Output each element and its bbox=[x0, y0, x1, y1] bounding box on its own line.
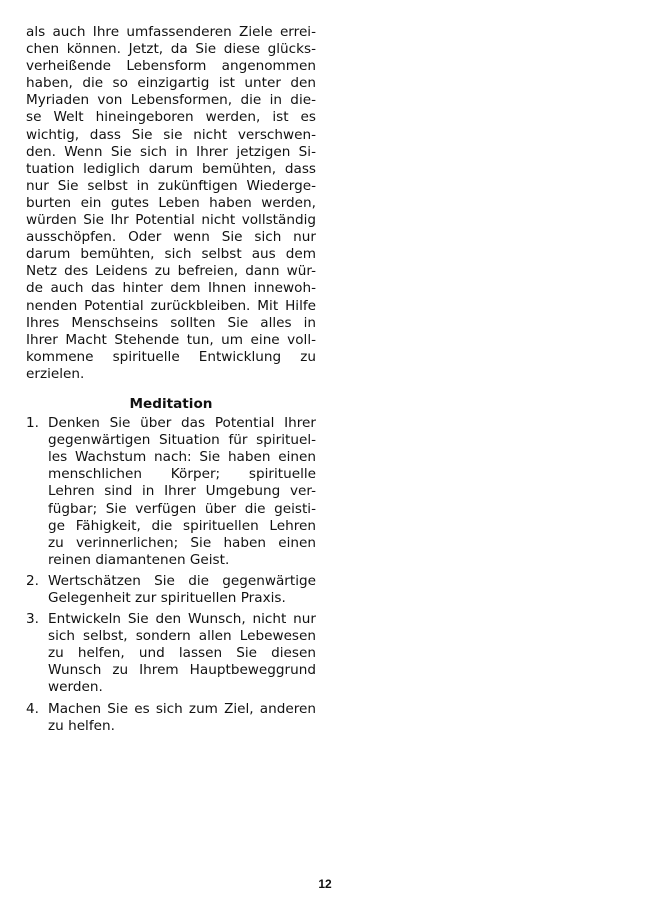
list-item-line: sich selbst, sondern allen Lebewesen bbox=[48, 628, 316, 645]
list-item-line: Lehren sind in Ihrer Umgebung ver- bbox=[48, 483, 316, 500]
paragraph-line: darum bemühten, sich selbst aus dem bbox=[26, 246, 316, 263]
list-item-line: werden. bbox=[48, 679, 103, 696]
paragraph-line: tuation lediglich darum bemühten, dass bbox=[26, 160, 316, 177]
list-item-number: 1. bbox=[26, 415, 39, 432]
list-item-line: gegenwärtigen Situation für spirituel- bbox=[48, 432, 316, 449]
list-item-line: Machen Sie es sich zum Ziel, anderen bbox=[48, 700, 316, 717]
list-item-line: Gelegenheit zur spirituellen Praxis. bbox=[48, 590, 286, 606]
meditation-list bbox=[26, 415, 316, 735]
list-item-line: fügbar; Sie verfügen über die geisti- bbox=[48, 500, 316, 517]
paragraph-line: se Welt hineingeboren werden, ist es bbox=[26, 109, 316, 126]
paragraph-line: verheißende Lebensform angenommen bbox=[26, 58, 316, 75]
section-heading: Meditation bbox=[129, 395, 213, 412]
paragraph-line: burten ein gutes Leben haben werden, bbox=[26, 194, 316, 211]
paragraph-line: Netz des Leidens zu befreien, dann wür- bbox=[26, 263, 316, 280]
list-item bbox=[26, 701, 316, 735]
paragraph-line: haben, die so einzigartig ist unter den bbox=[26, 75, 316, 92]
list-item bbox=[26, 415, 316, 569]
list-item-line: zu helfen. bbox=[48, 717, 115, 734]
list-item-number: 2. bbox=[26, 572, 39, 589]
list-item-line: Wunsch zu Ihrem Hauptbeweggrund bbox=[48, 662, 316, 679]
list-item-line: zu helfen, und lassen Sie diesen bbox=[48, 645, 316, 662]
paragraph-line: nenden Potential zurückbleiben. Mit Hilfe bbox=[26, 297, 316, 314]
list-item-line: les Wachstum nach: Sie haben einen bbox=[48, 449, 316, 466]
list-item-number: 4. bbox=[26, 700, 39, 717]
paragraph-line: ausschöpfen. Oder wenn Sie sich nur bbox=[26, 229, 316, 246]
paragraph-line: Ihrer Macht Stehende tun, um eine voll- bbox=[26, 331, 316, 348]
paragraph-line: erzielen. bbox=[26, 365, 85, 382]
list-item bbox=[26, 573, 316, 607]
list-item-line: Entwickeln Sie den Wunsch, nicht nur bbox=[48, 611, 316, 628]
paragraph-line: den. Wenn Sie sich in Ihrer jetzigen Si- bbox=[26, 143, 316, 160]
paragraph-line: als auch Ihre umfassenderen Ziele errei- bbox=[26, 24, 316, 40]
list-item-line: reinen diamantenen Geist. bbox=[48, 551, 230, 568]
list-item-number: 3. bbox=[26, 611, 39, 628]
list-item-line: ge Fähigkeit, die spirituellen Lehren bbox=[48, 517, 316, 534]
paragraph-line: chen können. Jetzt, da Sie diese glücks- bbox=[26, 41, 316, 58]
paragraph-line: Myriaden von Lebensformen, die in die- bbox=[26, 92, 316, 109]
body-paragraph bbox=[26, 24, 316, 383]
list-item-line: Wertschätzen Sie die gegenwärtige bbox=[48, 572, 316, 589]
text-column bbox=[26, 24, 316, 739]
list-item bbox=[26, 611, 316, 696]
page-number: 12 bbox=[318, 877, 332, 891]
paragraph-line: nur Sie selbst in zukünftigen Wiederge- bbox=[26, 177, 316, 194]
paragraph-line: wichtig, dass Sie sie nicht verschwen- bbox=[26, 126, 316, 143]
list-item-line: Denken Sie über das Potential Ihrer bbox=[48, 415, 316, 432]
list-item-line: zu verinnerlichen; Sie haben einen bbox=[48, 534, 316, 551]
paragraph-line: kommene spirituelle Entwicklung zu bbox=[26, 348, 316, 365]
paragraph-line: Ihres Menschseins sollten Sie alles in bbox=[26, 314, 316, 331]
list-item-line: menschlichen Körper; spirituelle bbox=[48, 466, 316, 483]
paragraph-line: de auch das hinter dem Ihnen innewoh- bbox=[26, 280, 316, 297]
paragraph-line: würden Sie Ihr Potential nicht vollständig bbox=[26, 212, 316, 229]
